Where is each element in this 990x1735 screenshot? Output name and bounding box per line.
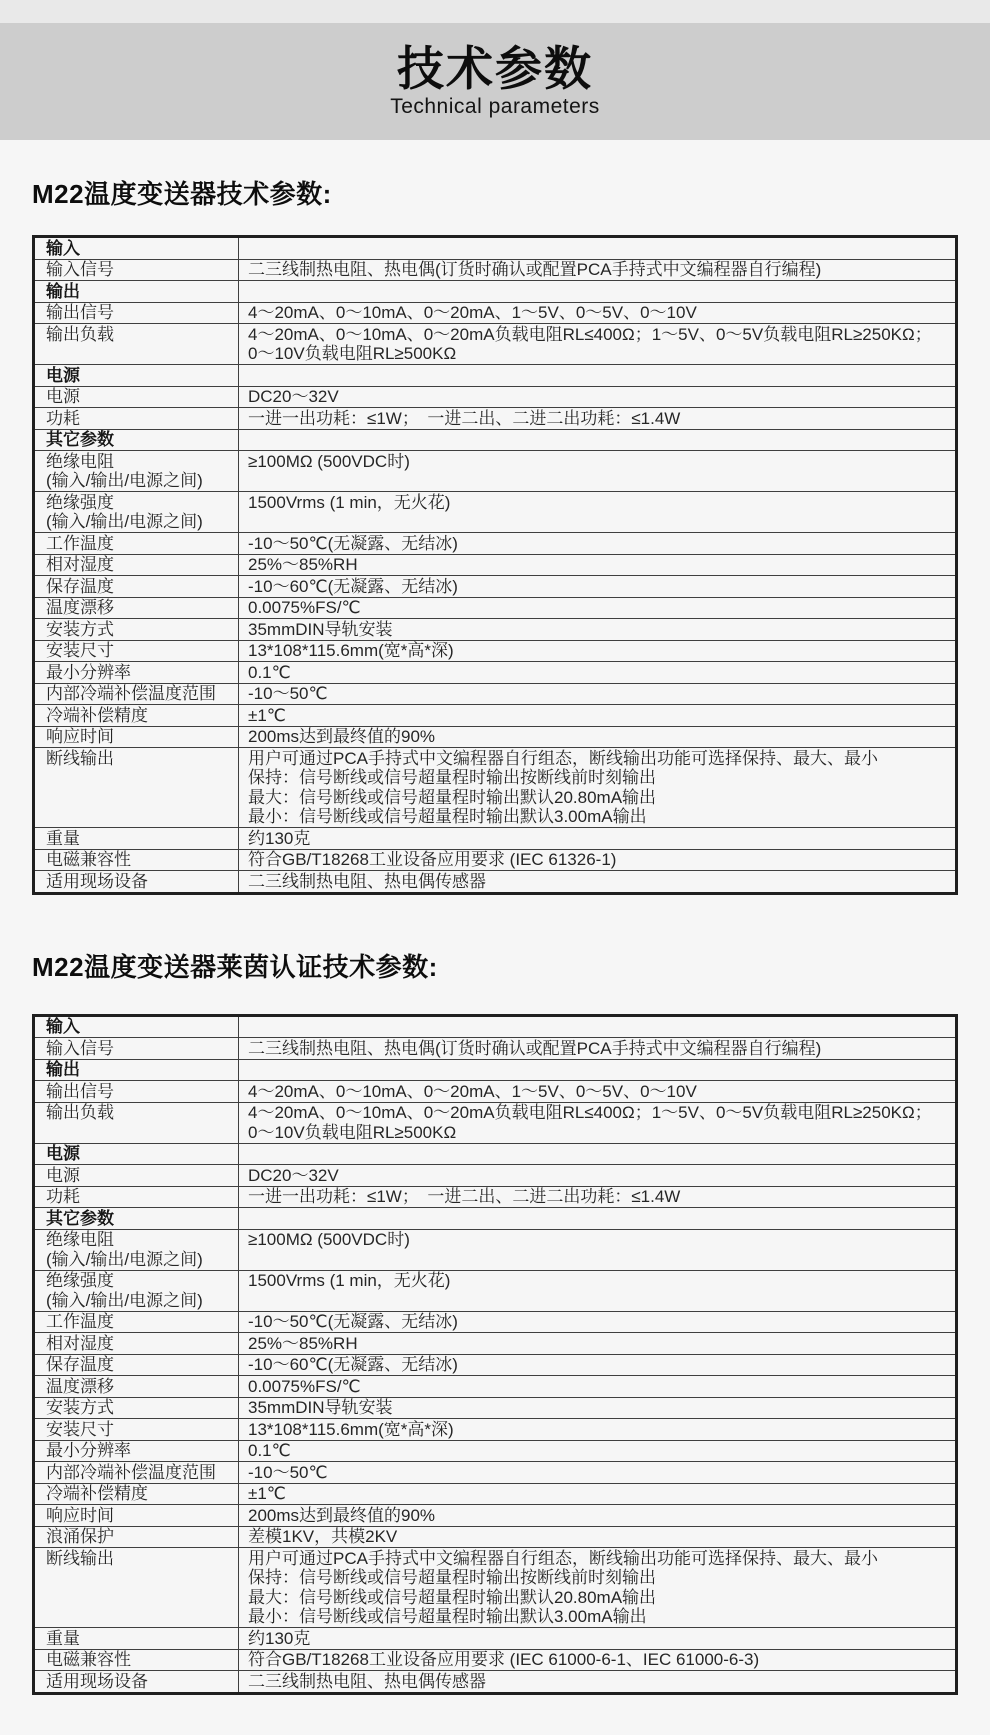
table-row xyxy=(34,533,957,555)
table-row xyxy=(34,748,957,828)
table-row xyxy=(34,1419,957,1441)
table-row xyxy=(34,1270,957,1311)
table-row xyxy=(34,408,957,430)
param-value-cell xyxy=(239,1548,957,1628)
table-row xyxy=(34,429,957,451)
table-row xyxy=(34,1038,957,1060)
param-value-cell xyxy=(239,281,957,303)
param-value-cell: 一进一出功耗：≤1W； 一进二出、二进二出功耗：≤1.4W xyxy=(239,408,957,430)
table-row xyxy=(34,1397,957,1419)
param-value-cell xyxy=(239,1208,957,1230)
param-value-line: 0～10V负载电阻RL≥500KΩ xyxy=(248,344,457,363)
table-row xyxy=(34,619,957,641)
param-value-cell xyxy=(239,324,957,365)
param-value-line: 4～20mA、0～10mA、0～20mA负载电阻RL≤400Ω；1～5V、0～5V负载电阻RL≥250KΩ； xyxy=(248,324,932,344)
param-value-cell: 25%～85%RH xyxy=(239,1333,957,1355)
param-label-cell: 响应时间 xyxy=(34,1505,239,1527)
table-row xyxy=(34,1548,957,1628)
param-label-cell xyxy=(34,1229,239,1270)
table-row xyxy=(34,1483,957,1505)
param-value-cell xyxy=(239,1102,957,1143)
table-row xyxy=(34,1015,957,1038)
param-value-line: 最小：信号断线或信号超量程时输出默认3.00mA输出 xyxy=(248,1607,647,1626)
param-value-cell xyxy=(239,748,957,828)
table-row xyxy=(34,849,957,871)
table-row xyxy=(34,871,957,894)
section-heading-basic-params: M22温度变送器技术参数: xyxy=(32,179,332,209)
param-label-cell: 温度漂移 xyxy=(34,597,239,619)
param-value-cell: 35mmDIN导轨安装 xyxy=(239,619,957,641)
param-label-cell: 保存温度 xyxy=(34,1354,239,1376)
param-value-cell: 约130克 xyxy=(239,1628,957,1650)
param-value-cell: ±1℃ xyxy=(239,1483,957,1505)
param-value-line: 最小：信号断线或信号超量程时输出默认3.00mA输出 xyxy=(248,807,647,826)
param-value-cell: 4～20mA、0～10mA、0～20mA、1～5V、0～5V、0～10V xyxy=(239,1081,957,1103)
table-row xyxy=(34,281,957,303)
param-value-cell: 0.1℃ xyxy=(239,662,957,684)
param-label-cell: 冷端补偿精度 xyxy=(34,1483,239,1505)
table-row xyxy=(34,554,957,576)
param-value-cell: 0.0075%FS/℃ xyxy=(239,597,957,619)
table-row xyxy=(34,1208,957,1230)
param-label-cell: 冷端补偿精度 xyxy=(34,705,239,727)
param-label-line: 绝缘强度 xyxy=(46,1271,114,1290)
param-value-cell: 35mmDIN导轨安装 xyxy=(239,1397,957,1419)
top-strip xyxy=(0,0,990,23)
basic-params-table xyxy=(32,235,958,895)
param-label-cell: 最小分辨率 xyxy=(34,662,239,684)
table-row xyxy=(34,386,957,408)
param-label-cell: 适用现场设备 xyxy=(34,871,239,894)
param-label-cell: 电源 xyxy=(34,365,239,387)
param-label-cell: 输入 xyxy=(34,1015,239,1038)
table-row xyxy=(34,1354,957,1376)
page-banner xyxy=(0,23,990,140)
param-label-cell: 其它参数 xyxy=(34,429,239,451)
param-value-cell: ≥100MΩ (500VDC时) xyxy=(239,451,957,492)
table-row xyxy=(34,683,957,705)
param-label-cell: 安装方式 xyxy=(34,619,239,641)
param-label-cell: 电源 xyxy=(34,386,239,408)
param-label-cell: 工作温度 xyxy=(34,533,239,555)
param-value-cell: ≥100MΩ (500VDC时) xyxy=(239,1229,957,1270)
param-label-cell: 输入 xyxy=(34,237,239,260)
table-row xyxy=(34,597,957,619)
param-label-line: 绝缘强度 xyxy=(46,492,114,512)
param-value-line: 保持：信号断线或信号超量程时输出按断线前时刻输出 xyxy=(248,768,656,787)
table-row xyxy=(34,1649,957,1671)
param-value-cell xyxy=(239,1059,957,1081)
param-label-cell: 输出信号 xyxy=(34,302,239,324)
param-label-line: (输入/输出/电源之间) xyxy=(46,512,203,531)
param-label-cell: 断线输出 xyxy=(34,748,239,828)
param-label-line: (输入/输出/电源之间) xyxy=(46,1290,203,1310)
param-label-cell: 相对湿度 xyxy=(34,554,239,576)
param-label-cell: 内部冷端补偿温度范围 xyxy=(34,1462,239,1484)
param-value-cell: DC20～32V xyxy=(239,386,957,408)
table-row xyxy=(34,1059,957,1081)
param-label-cell: 安装方式 xyxy=(34,1397,239,1419)
table-row xyxy=(34,640,957,662)
param-value-line: 0～10V负载电阻RL≥500KΩ xyxy=(248,1122,457,1142)
param-value-cell: 符合GB/T18268工业设备应用要求 (IEC 61000-6-1、IEC 61000-6-3) xyxy=(239,1649,957,1671)
param-label-cell: 输出信号 xyxy=(34,1081,239,1103)
param-value-cell: 200ms达到最终值的90% xyxy=(239,1505,957,1527)
param-value-cell: DC20～32V xyxy=(239,1165,957,1187)
param-value-cell: 13*108*115.6mm(宽*高*深) xyxy=(239,640,957,662)
param-label-cell: 工作温度 xyxy=(34,1311,239,1333)
param-label-cell: 浪涌保护 xyxy=(34,1526,239,1548)
param-value-line: 最大：信号断线或信号超量程时输出默认20.80mA输出 xyxy=(248,1587,657,1607)
param-value-line: 最大：信号断线或信号超量程时输出默认20.80mA输出 xyxy=(248,787,657,807)
table-row xyxy=(34,1505,957,1527)
param-value-cell: -10～50℃(无凝露、无结冰) xyxy=(239,533,957,555)
param-label-cell xyxy=(34,1270,239,1311)
param-label-cell: 电磁兼容性 xyxy=(34,849,239,871)
param-value-cell: ±1℃ xyxy=(239,705,957,727)
param-value-cell: 13*108*115.6mm(宽*高*深) xyxy=(239,1419,957,1441)
param-value-cell: -10～60℃(无凝露、无结冰) xyxy=(239,576,957,598)
table-row xyxy=(34,365,957,387)
param-label-cell: 重量 xyxy=(34,1628,239,1650)
param-value-cell: 1500Vrms (1 min，无火花) xyxy=(239,492,957,533)
param-value-cell xyxy=(239,365,957,387)
param-label-cell: 适用现场设备 xyxy=(34,1671,239,1694)
param-label-cell: 输出负载 xyxy=(34,1102,239,1143)
param-label-line: (输入/输出/电源之间) xyxy=(46,471,203,490)
param-label-line: 绝缘电阻 xyxy=(46,451,114,471)
table-row xyxy=(34,302,957,324)
param-value-cell: 一进一出功耗：≤1W； 一进二出、二进二出功耗：≤1.4W xyxy=(239,1186,957,1208)
param-value-cell: 0.1℃ xyxy=(239,1440,957,1462)
table-row xyxy=(34,1186,957,1208)
table-row xyxy=(34,451,957,492)
page-subtitle: Technical parameters xyxy=(390,95,600,119)
param-label-cell: 安装尺寸 xyxy=(34,1419,239,1441)
param-label-line: (输入/输出/电源之间) xyxy=(46,1249,203,1269)
param-label-cell: 电源 xyxy=(34,1165,239,1187)
param-label-cell: 输出 xyxy=(34,1059,239,1081)
param-value-cell: 约130克 xyxy=(239,828,957,850)
param-value-line: 保持：信号断线或信号超量程时输出按断线前时刻输出 xyxy=(248,1568,656,1587)
table-row xyxy=(34,492,957,533)
param-value-cell xyxy=(239,237,957,260)
table-row xyxy=(34,1165,957,1187)
param-value-cell: 0.0075%FS/℃ xyxy=(239,1376,957,1398)
param-label-cell: 其它参数 xyxy=(34,1208,239,1230)
param-value-cell: 二三线制热电阻、热电偶传感器 xyxy=(239,871,957,894)
table-row xyxy=(34,828,957,850)
param-value-cell: 差模1KV，共模2KV xyxy=(239,1526,957,1548)
param-label-cell: 输出 xyxy=(34,281,239,303)
param-label-cell xyxy=(34,492,239,533)
param-label-cell xyxy=(34,451,239,492)
content-area xyxy=(0,174,990,1735)
table-row xyxy=(34,1333,957,1355)
param-label-cell: 相对湿度 xyxy=(34,1333,239,1355)
param-value-cell xyxy=(239,1143,957,1165)
param-value-line: 用户可通过PCA手持式中文编程器自行组态，断线输出功能可选择保持、最大、最小 xyxy=(248,1548,878,1568)
param-label-cell: 输出负载 xyxy=(34,324,239,365)
param-label-cell: 功耗 xyxy=(34,408,239,430)
rheinland-params-table xyxy=(32,1014,958,1695)
param-label-cell: 安装尺寸 xyxy=(34,640,239,662)
param-value-cell: 二三线制热电阻、热电偶(订货时确认或配置PCA手持式中文编程器自行编程) xyxy=(239,1038,957,1060)
param-value-cell: -10～50℃(无凝露、无结冰) xyxy=(239,1311,957,1333)
param-value-cell: -10～50℃ xyxy=(239,1462,957,1484)
table-row xyxy=(34,1440,957,1462)
param-value-cell: 二三线制热电阻、热电偶(订货时确认或配置PCA手持式中文编程器自行编程) xyxy=(239,259,957,281)
param-label-cell: 保存温度 xyxy=(34,576,239,598)
table-row xyxy=(34,705,957,727)
table-row xyxy=(34,1376,957,1398)
section-heading-rheinland-params: M22温度变送器莱茵认证技术参数: xyxy=(32,951,438,982)
param-value-line: 用户可通过PCA手持式中文编程器自行组态，断线输出功能可选择保持、最大、最小 xyxy=(248,748,878,768)
table-row xyxy=(34,726,957,748)
table-row xyxy=(34,662,957,684)
param-value-cell: 1500Vrms (1 min，无火花) xyxy=(239,1270,957,1311)
param-label-cell: 输入信号 xyxy=(34,1038,239,1060)
param-label-cell: 重量 xyxy=(34,828,239,850)
param-value-cell: 25%～85%RH xyxy=(239,554,957,576)
table-row xyxy=(34,324,957,365)
table-row xyxy=(34,1526,957,1548)
param-label-line: 绝缘电阻 xyxy=(46,1230,114,1249)
param-value-cell: 4～20mA、0～10mA、0～20mA、1～5V、0～5V、0～10V xyxy=(239,302,957,324)
param-label-cell: 响应时间 xyxy=(34,726,239,748)
param-value-cell: -10～50℃ xyxy=(239,683,957,705)
table-row xyxy=(34,1311,957,1333)
param-label-cell: 内部冷端补偿温度范围 xyxy=(34,683,239,705)
param-label-cell: 温度漂移 xyxy=(34,1376,239,1398)
param-value-cell: 符合GB/T18268工业设备应用要求 (IEC 61326-1) xyxy=(239,849,957,871)
table-row xyxy=(34,1229,957,1270)
table-row xyxy=(34,1462,957,1484)
table-row xyxy=(34,237,957,260)
table-row xyxy=(34,576,957,598)
table-row xyxy=(34,259,957,281)
table-row xyxy=(34,1102,957,1143)
param-value-line: 4～20mA、0～10mA、0～20mA负载电阻RL≤400Ω；1～5V、0～5V负载电阻RL≥250KΩ； xyxy=(248,1103,932,1122)
table-row xyxy=(34,1143,957,1165)
table-row xyxy=(34,1628,957,1650)
param-label-cell: 电磁兼容性 xyxy=(34,1649,239,1671)
param-value-cell xyxy=(239,1015,957,1038)
table-row xyxy=(34,1671,957,1694)
param-label-cell: 功耗 xyxy=(34,1186,239,1208)
param-label-cell: 电源 xyxy=(34,1143,239,1165)
param-label-cell: 最小分辨率 xyxy=(34,1440,239,1462)
param-label-cell: 断线输出 xyxy=(34,1548,239,1628)
param-label-cell: 输入信号 xyxy=(34,259,239,281)
table-row xyxy=(34,1081,957,1103)
param-value-cell xyxy=(239,429,957,451)
param-value-cell: 二三线制热电阻、热电偶传感器 xyxy=(239,1671,957,1694)
param-value-cell: -10～60℃(无凝露、无结冰) xyxy=(239,1354,957,1376)
page-title: 技术参数 xyxy=(397,41,593,95)
param-value-cell: 200ms达到最终值的90% xyxy=(239,726,957,748)
